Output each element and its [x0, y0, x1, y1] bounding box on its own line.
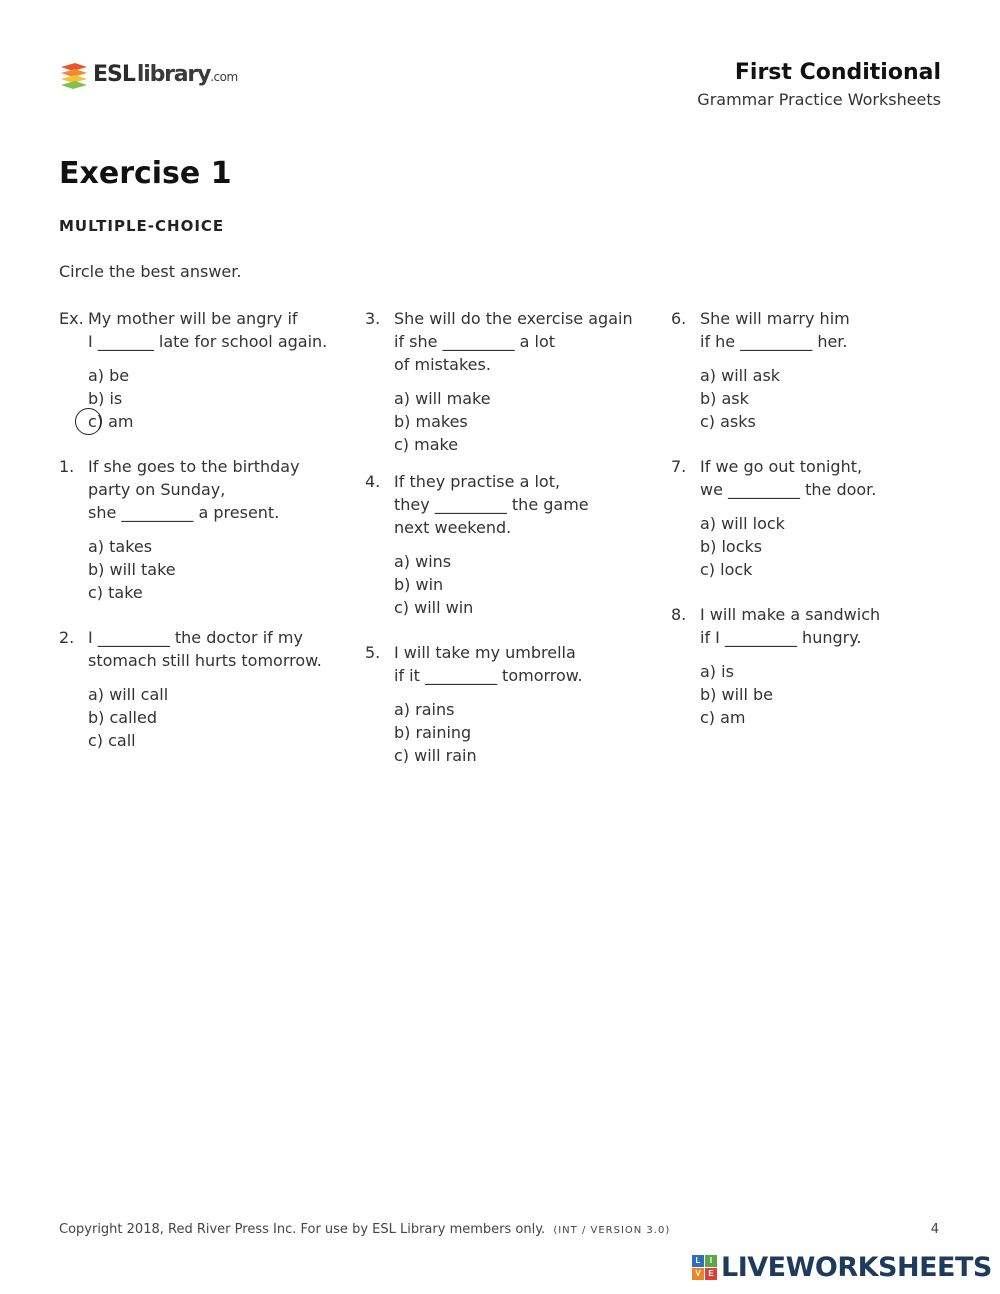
question-7 [671, 455, 951, 581]
question-text [700, 455, 951, 501]
option-list [700, 660, 951, 729]
option-c[interactable]: c) will rain [394, 746, 477, 765]
answer-circle [75, 408, 102, 435]
question-line: we _________ the door. [700, 480, 877, 499]
question-text [394, 470, 645, 539]
question-line: She will do the exercise again [394, 309, 633, 328]
logo-esl-text: ESL [93, 61, 135, 87]
question-5 [365, 641, 645, 767]
question-line: stomach still hurts tomorrow. [88, 651, 322, 670]
question-2 [59, 626, 339, 752]
option-label: c) am [88, 412, 134, 431]
question-line: if she _________ a lot [394, 332, 556, 351]
option-a[interactable]: a) takes [88, 537, 153, 556]
question-text [394, 641, 645, 687]
question-number: Ex. [59, 309, 84, 328]
question-number: 7. [671, 457, 687, 476]
question-text [394, 307, 645, 376]
option-b[interactable]: b) locks [700, 537, 763, 556]
question-line: My mother will be angry if [88, 309, 298, 328]
question-text [700, 307, 951, 353]
option-c-circled[interactable] [88, 410, 339, 433]
option-a[interactable]: a) rains [394, 700, 455, 719]
question-line: If we go out tonight, [700, 457, 863, 476]
question-line: they _________ the game [394, 495, 589, 514]
option-b[interactable]: b) called [88, 708, 157, 727]
question-line: I will take my umbrella [394, 643, 576, 662]
esl-library-logo [59, 58, 238, 90]
option-a[interactable]: a) wins [394, 552, 452, 571]
option-list [394, 698, 645, 767]
question-line: If she goes to the birthday [88, 457, 300, 476]
liveworksheets-badge-icon [692, 1255, 717, 1280]
question-line: next weekend. [394, 518, 512, 537]
option-c[interactable]: c) am [700, 708, 746, 727]
question-line: I will make a sandwich [700, 605, 881, 624]
copyright-text: Copyright 2018, Red River Press Inc. For use by ESL Library members only. [59, 1222, 546, 1237]
option-list [88, 364, 339, 433]
badge-letter: I [705, 1255, 717, 1267]
option-a[interactable]: a) be [88, 366, 130, 385]
question-3 [365, 307, 645, 456]
question-line: She will marry him [700, 309, 850, 328]
badge-letter: E [705, 1268, 717, 1280]
option-a[interactable]: a) will lock [700, 514, 785, 533]
question-example [59, 307, 339, 433]
logo-com-text: .com [210, 70, 238, 84]
question-number: 2. [59, 628, 75, 647]
question-line: I _________ the doctor if my [88, 628, 303, 647]
question-line: If they practise a lot, [394, 472, 561, 491]
question-text [88, 307, 339, 353]
option-b[interactable]: b) ask [700, 389, 749, 408]
question-4 [365, 470, 645, 619]
option-a[interactable]: a) will ask [700, 366, 781, 385]
option-c[interactable]: c) make [394, 435, 459, 454]
option-list [394, 550, 645, 619]
question-column-2 [365, 307, 645, 767]
question-line: she _________ a present. [88, 503, 280, 522]
liveworksheets-watermark[interactable] [692, 1252, 992, 1283]
logo-library-text: library [136, 61, 211, 87]
question-8 [671, 603, 951, 729]
question-column-3 [671, 307, 951, 729]
option-b[interactable]: b) win [394, 575, 444, 594]
option-c[interactable]: c) asks [700, 412, 756, 431]
book-stack-icon [59, 59, 89, 89]
option-a[interactable]: a) will call [88, 685, 169, 704]
question-line: I _______ late for school again. [88, 332, 328, 351]
option-b[interactable]: b) raining [394, 723, 472, 742]
option-c[interactable]: c) lock [700, 560, 753, 579]
question-number: 3. [365, 309, 381, 328]
badge-letter: L [692, 1255, 704, 1267]
option-b[interactable]: b) makes [394, 412, 468, 431]
option-list [700, 512, 951, 581]
question-column-1 [59, 307, 339, 752]
exercise-instruction: Circle the best answer. [59, 262, 242, 281]
option-list [700, 364, 951, 433]
exercise-type: MULTIPLE-CHOICE [59, 217, 225, 235]
exercise-title: Exercise 1 [59, 156, 232, 191]
worksheet-subtitle: Grammar Practice Worksheets [697, 90, 941, 109]
question-6 [671, 307, 951, 433]
option-b[interactable]: b) will be [700, 685, 773, 704]
badge-letter: V [692, 1268, 704, 1280]
option-a[interactable]: a) is [700, 662, 734, 681]
question-text [700, 603, 951, 649]
version-text: (INT / VERSION 3.0) [553, 1225, 671, 1236]
question-number: 1. [59, 457, 75, 476]
option-c[interactable]: c) call [88, 731, 136, 750]
option-c[interactable]: c) take [88, 583, 143, 602]
option-a[interactable]: a) will make [394, 389, 491, 408]
option-c[interactable]: c) will win [394, 598, 474, 617]
option-b[interactable]: b) will take [88, 560, 176, 579]
copyright-footer [59, 1222, 670, 1237]
question-line: if it _________ tomorrow. [394, 666, 583, 685]
question-line: if he _________ her. [700, 332, 848, 351]
question-text [88, 455, 339, 524]
option-b[interactable]: b) is [88, 389, 123, 408]
question-number: 8. [671, 605, 687, 624]
question-line: if I _________ hungry. [700, 628, 862, 647]
question-1 [59, 455, 339, 604]
question-number: 5. [365, 643, 381, 662]
option-list [88, 683, 339, 752]
worksheet-title: First Conditional [734, 60, 941, 85]
page-number: 4 [930, 1222, 939, 1237]
question-text [88, 626, 339, 672]
option-list [394, 387, 645, 456]
question-line: party on Sunday, [88, 480, 226, 499]
question-number: 6. [671, 309, 687, 328]
question-line: of mistakes. [394, 355, 491, 374]
liveworksheets-text: LIVEWORKSHEETS [721, 1252, 992, 1283]
question-number: 4. [365, 472, 381, 491]
option-list [88, 535, 339, 604]
